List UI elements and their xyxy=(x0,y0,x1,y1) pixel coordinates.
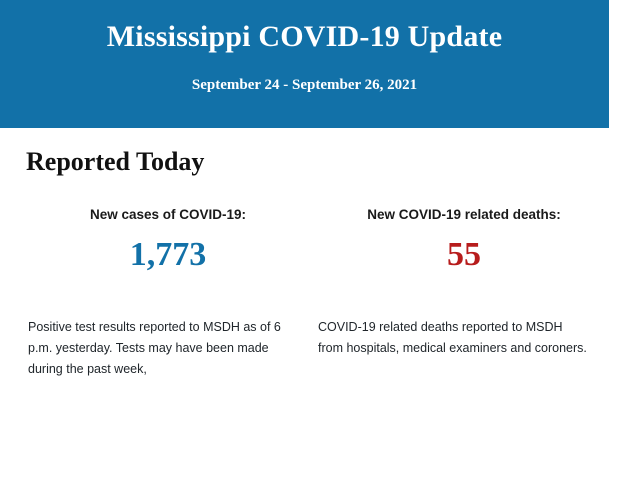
stat-new-cases-value: 1,773 xyxy=(129,236,207,273)
stats-row xyxy=(0,207,620,273)
stat-new-deaths xyxy=(310,207,602,273)
report-date-range: September 24 - September 26, 2021 xyxy=(191,76,418,93)
section-title: Reported Today xyxy=(26,147,205,176)
stat-new-cases xyxy=(18,207,310,273)
header-band xyxy=(0,0,609,128)
notes-row xyxy=(0,317,620,379)
note-new-cases: Positive test results reported to MSDH as of 6 p.m. yesterday. Tests may have been made during the past week, xyxy=(28,320,281,376)
stat-new-deaths-value: 55 xyxy=(447,236,481,273)
stat-new-cases-label: New cases of COVID-19: xyxy=(89,207,247,222)
note-new-deaths: COVID-19 related deaths reported to MSDH from hospitals, medical examiners and coroners. xyxy=(318,320,587,356)
page-title: Mississippi COVID-19 Update xyxy=(106,20,503,53)
stat-new-deaths-label: New COVID-19 related deaths: xyxy=(367,207,561,222)
